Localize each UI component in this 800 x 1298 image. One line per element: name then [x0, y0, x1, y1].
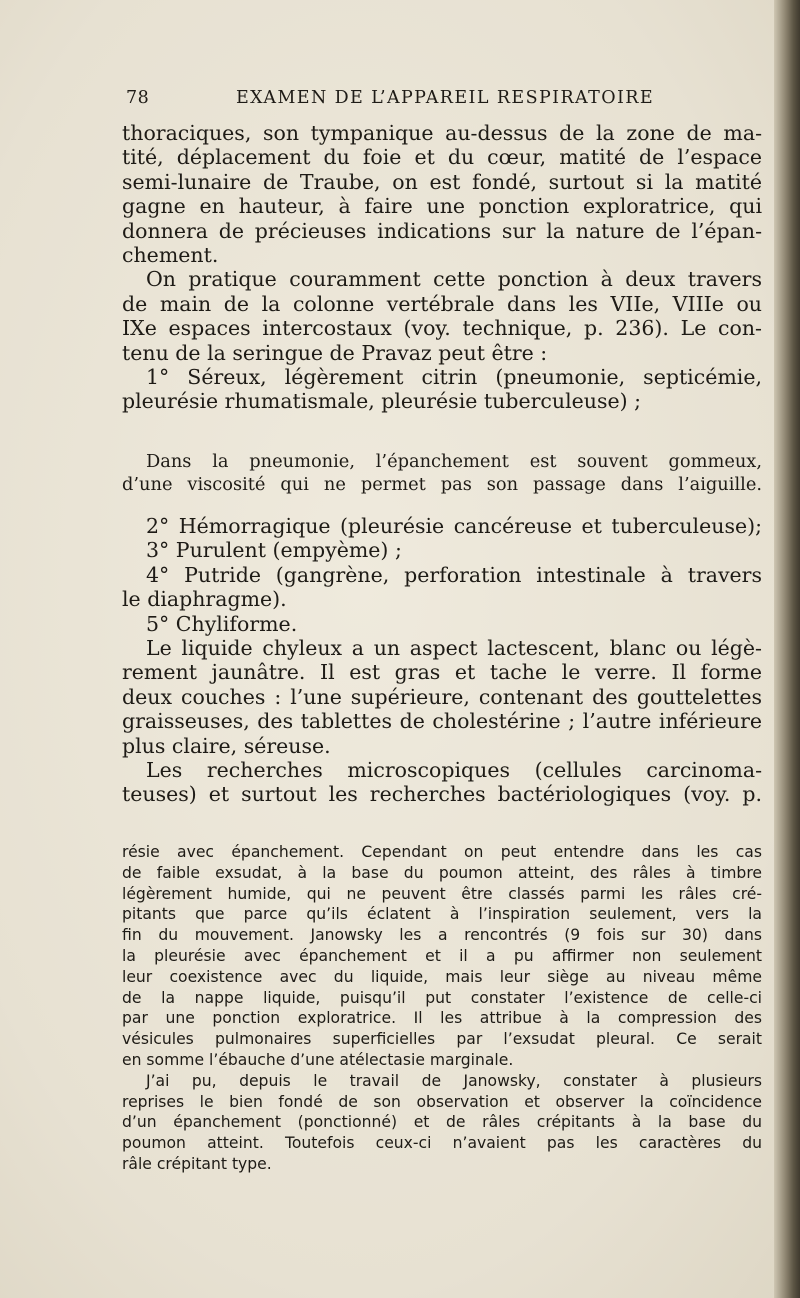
- running-header: [118, 88, 758, 114]
- text-line: 3° Purulent (empyème) ;: [146, 538, 402, 563]
- footnote-line: pitants que parce qu’ils éclatent à l’inspiration seulement, vers la: [122, 905, 762, 924]
- footnote-line: légèrement humide, qui ne peuvent être classés parmi les râles cré-: [122, 884, 762, 903]
- text-line: IXe espaces intercostaux (voy. technique, p. 236). Le con-: [122, 316, 762, 341]
- text-line: donnera de précieuses indications sur la nature de l’épan-: [122, 218, 762, 243]
- footnote-line: par une ponction exploratrice. Il les attribue à la compression des: [122, 1009, 762, 1028]
- body-text-top: [122, 121, 762, 414]
- footnote-line: poumon atteint. Toutefois ceux-ci n’avaient pas les caractères du: [122, 1134, 762, 1153]
- footnote-line: de faible exsudat, à la base du poumon atteint, des râles à timbre: [122, 863, 762, 882]
- footnote-line: de la nappe liquide, puisqu’il put constater l’existence de celle-ci: [122, 988, 762, 1007]
- text-line: Dans la pneumonie, l’épanchement est souvent gommeux,: [146, 451, 762, 472]
- text-line: pleurésie rhumatismale, pleurésie tuberculeuse) ;: [122, 389, 642, 414]
- text-line: de main de la colonne vertébrale dans les VIIe, VIIIe ou: [122, 291, 762, 316]
- text-line: 2° Hémorragique (pleurésie cancéreuse et tuberculeuse);: [146, 514, 762, 538]
- footnote-line: la pleurésie avec épanchement et il a pu affirmer non seulement: [122, 946, 762, 965]
- running-title: EXAMEN DE L’APPAREIL RESPIRATOIRE: [236, 88, 655, 108]
- footnote-line: fin du mouvement. Janowsky les a rencontrés (9 fois sur 30) dans: [122, 926, 762, 945]
- text-line: 5° Chyliforme.: [146, 611, 298, 636]
- footnote-line: J’ai pu, depuis le travail de Janowsky, constater à plusieurs: [146, 1071, 762, 1090]
- page-edge-shadow: [774, 0, 800, 1298]
- text-line: semi-lunaire de Traube, on est fondé, surtout si la matité: [122, 169, 762, 194]
- text-line: thoraciques, son tympanique au-dessus de la zone de ma-: [122, 121, 762, 145]
- text-line: 1° Séreux, légèrement citrin (pneumonie, septicémie,: [146, 364, 762, 389]
- footnote: [122, 842, 762, 1175]
- body-text-middle: [122, 514, 762, 807]
- footnote-line: reprises le bien fondé de son observation et observer la coïncidence: [122, 1092, 762, 1111]
- small-note: [122, 450, 762, 496]
- text-line: tité, déplacement du foie et du cœur, matité de l’espace: [122, 145, 762, 170]
- footnote-line: en somme l’ébauche d’une atélectasie marginale.: [122, 1050, 514, 1069]
- text-line: tenu de la seringue de Pravaz peut être :: [122, 340, 548, 365]
- text-line: plus claire, séreuse.: [122, 733, 331, 758]
- text-line: d’une viscosité qui ne permet pas son passage dans l’aiguille.: [122, 474, 762, 495]
- text-line: teuses) et surtout les recherches bactériologiques (voy. p.: [122, 782, 762, 807]
- text-line: le diaphragme).: [122, 587, 287, 612]
- text-line: Les recherches microscopiques (cellules carcinoma-: [146, 757, 762, 782]
- text-line: rement jaunâtre. Il est gras et tache le verre. Il forme: [122, 660, 762, 685]
- text-line: gagne en hauteur, à faire une ponction exploratrice, qui: [122, 194, 762, 219]
- text-line: On pratique couramment cette ponction à deux travers: [146, 267, 762, 292]
- text-line: deux couches : l’une supérieure, contenant des gouttelettes: [122, 684, 762, 709]
- footnote-line: d’un épanchement (ponctionné) et de râles crépitants à la base du: [122, 1113, 762, 1132]
- footnote-line: leur coexistence avec du liquide, mais leur siège au niveau même: [122, 967, 762, 986]
- footnote-line: râle crépitant type.: [122, 1154, 272, 1173]
- text-line: chement.: [122, 242, 219, 267]
- text-line: graisseuses, des tablettes de cholestérine ; l’autre inférieure: [122, 709, 762, 734]
- text-line: 4° Putride (gangrène, perforation intestinale à travers: [146, 562, 762, 587]
- text-line: Le liquide chyleux a un aspect lactescent, blanc ou légè-: [146, 635, 762, 660]
- page-number: 78: [126, 88, 150, 108]
- footnote-line: vésicules pulmonaires superficielles par l’exsudat pleural. Ce serait: [122, 1030, 762, 1049]
- footnote-line: résie avec épanchement. Cependant on peut entendre dans les cas: [122, 843, 762, 861]
